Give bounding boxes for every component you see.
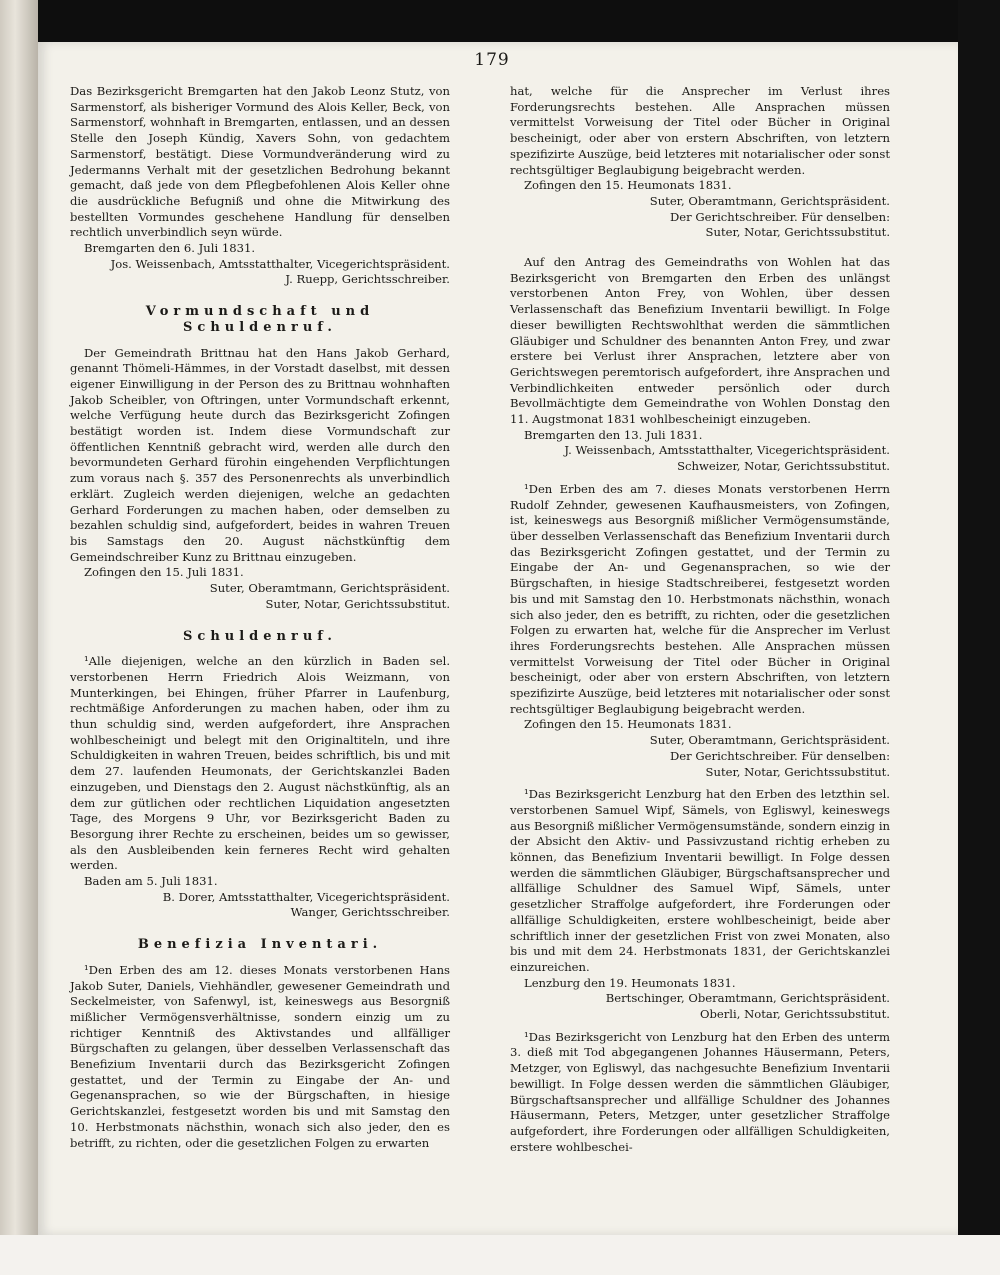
notice-place-date: Bremgarten den 6. Juli 1831. <box>84 241 256 256</box>
notice-text: Der Gemeindrath Brittnau hat den Hans Jakob Gerhard, genannt Thömeli-Hämmes, in der Vorstadt daselbst, mit dessen eigener Einwilligung in der Person des zu Brittnau wohnhaften Jakob Scheibler, von Oftringen, unter Vormundschaft erkennt, welche Verfügung heute durch das Bezirksgericht Zofingen bestätigt worden ist. Indem diese Vormundschaft zur öffentlichen Kenntniß gebracht wird, werden alle durch den bevormundeten Gerhard fürohin eingehenden Verpflichtungen zum voraus nach §. 357 des Personenrechts als unverbindlich erklärt. Zugleich werden diejenigen, welche an gedachten Gerhard Forderungen zu machen haben, oder demselben zu bezahlen schuldig sind, aufgefordert, beides in wahren Treuen bis Samstags den 20. August nächstkünftig dem Gemeindschreiber Kunz zu Brittnau einzugeben. <box>70 345 450 564</box>
notice-place-date: Baden am 5. Juli 1831. <box>84 874 218 889</box>
notice-place-date: Zofingen den 15. Heumonats 1831. <box>524 717 732 732</box>
notice-signature: Der Gerichtschreiber. Für denselben: <box>670 209 890 224</box>
notice-signature: Suter, Notar, Gerichtssubstitut. <box>705 764 890 779</box>
section-heading: Benefizia Inventari. <box>137 937 383 953</box>
notice-signature: Der Gerichtschreiber. Für denselben: <box>670 748 890 763</box>
spacer <box>510 780 890 787</box>
notice-signature: Suter, Oberamtmann, Gerichtspräsident. <box>649 193 890 208</box>
notice-signature: Jos. Weissenbach, Amtsstatthalter, Vicegerichtspräsident. <box>110 256 450 271</box>
notice-signature: J. Weissenbach, Amtsstatthalter, Vicegerichtspräsident. <box>564 443 890 458</box>
notice-place-date: Lenzburg den 19. Heumonats 1831. <box>524 975 736 990</box>
right-column <box>510 84 890 1155</box>
notice-signature: Wanger, Gerichtsschreiber. <box>290 905 450 920</box>
left-column <box>70 84 450 1151</box>
notice-text: Auf den Antrag des Gemeindraths von Wohlen hat das Bezirksgericht von Bremgarten den Erben des unlängst verstorbenen Anton Frey, von Wohlen, über dessen Verlassenschaft das Benefizium Inventarii bewilligt. In Folge dieser bewilligten Rechtswohlthat werden die sämmtlichen Gläubiger und Schuldner des benannten Anton Frey, und zwar erstere bei Verlust ihrer Ansprachen, letztere aber von Gerichtswegen peremtorisch aufgefordert, ihre Ansprachen und Verbindlichkeiten entweder persönlich oder durch Bevollmächtigte dem Gemeindrathe von Wohlen Donstag den 11. Augstmonat 1831 wohlbescheinigt einzugeben. <box>510 255 890 427</box>
notice-text: ¹Das Bezirksgericht Lenzburg hat den Erben des letzthin sel. verstorbenen Samuel Wipf, Sämels, von Egliswyl, keineswegs aus Besorgniß mißlicher Vermögensumstände, sondern einzig in der Absicht den Aktiv- und Passivzustand richtig erheben zu können, das Benefizium Inventarii bewilligt. In Folge dessen werden die sämmtlichen Gläubiger, Bürgschaftsansprecher und allfällige Schuldner des Samuel Wipf, Sämels, unter gesetzlicher Straffolge aufgefordert, ihre Forderungen oder allfällige Schuldigkeiten, erstere wohlbescheinigt, beide aber schriftlich inner der gesetzlichen Frist von zwei Monaten, also bis und mit dem 24. Herbstmonats 1831, der Gerichtskanzlei einzureichen. <box>510 787 890 974</box>
notice-place-date: Zofingen den 15. Heumonats 1831. <box>524 178 732 193</box>
notice-place-date: Bremgarten den 13. Juli 1831. <box>524 427 703 442</box>
notice-signature: Suter, Notar, Gerichtssubstitut. <box>705 225 890 240</box>
notice-signature: B. Dorer, Amtsstatthalter, Vicegerichtspräsident. <box>162 889 450 904</box>
notice-signature: Suter, Notar, Gerichtssubstitut. <box>265 596 450 611</box>
notice-text: ¹Den Erben des am 7. dieses Monats verstorbenen Herrn Rudolf Zehnder, gewesenen Kaufhausmeisters, von Zofingen, ist, keineswegs aus Besorgniß mißlicher Vermögensumstände, über desselben Verlassenschaft das Benefizium Inventarii durch das Bezirksgericht Zofingen gestattet, und der Termin zu Eingabe der An- und Gegenansprachen, so wie der Bürgschaften, in hiesige Stadtschreiberei, festgesetzt worden bis und mit Samstag den 10. Herbstmonats nächsthin, wonach sich also jeder, den es betrifft, zu richten, oder die gesetzlichen Folgen zu erwarten hat, welche für die Ansprecher im Verlust ihres Forderungsrechts bestehen. Alle Ansprachen müssen vermittelst Vorweisung der Titel oder Bücher in Original bescheinigt, oder aber von erstern Abschriften, von letztern spezifizirte Auszüge, beid letzteres mit notarialischer oder sonst rechtsgültiger Beglaubigung beigebracht werden. <box>510 481 890 716</box>
notice-place-date: Zofingen den 15. Juli 1831. <box>84 565 244 580</box>
spacer <box>510 241 890 255</box>
book-gutter <box>0 0 38 1275</box>
section-heading: Vormundschaft und Schuldenruf. <box>145 304 375 335</box>
notice-signature: J. Ruepp, Gerichtsschreiber. <box>285 272 450 287</box>
spacer <box>510 1023 890 1030</box>
notice-signature: Bertschinger, Oberamtmann, Gerichtspräsident. <box>605 991 890 1006</box>
notice-signature: Oberli, Notar, Gerichtssubstitut. <box>699 1007 890 1022</box>
notice-text: hat, welche für die Ansprecher im Verlust ihres Forderungsrechts bestehen. Alle Ansprachen müssen vermittelst Vorweisung der Titel oder Bücher in Original bescheinigt, oder aber von erstern Abschriften, von letztern spezifizirte Auszüge, beid letzteres mit notarialischer oder sonst rechtsgültiger Beglaubigung beigebracht werden. <box>510 84 890 177</box>
scanner-bottom-edge <box>0 1235 1000 1275</box>
notice-text: ¹Den Erben des am 12. dieses Monats verstorbenen Hans Jakob Suter, Daniels, Viehhändler, gewesener Gemeindrath und Seckelmeister, von Safenwyl, ist, keineswegs aus Besorgniß mißlicher Vermögensverhältnisse, sondern einzig um zu richtiger Kenntniß des Aktivstandes und allfälliger Bürgschaften zu gelangen, über desselben Verlassenschaft das Benefizium Inventarii durch das Bezirksgericht Zofingen gestattet, und der Termin zu Eingabe der An- und Gegenansprachen, so wie der Bürgschaften, in hiesige Gerichtskanzlei, festgesetzt worden bis und mit Samstag den 10. Herbstmonats nächsthin, wonach sich also jeder, den es betrifft, zu richten, oder die gesetzlichen Folgen zu erwarten <box>70 962 450 1150</box>
scanner-top-edge <box>0 0 1000 42</box>
page-number: 179 <box>474 50 510 70</box>
notice-text: ¹Alle diejenigen, welche an den kürzlich in Baden sel. verstorbenen Herrn Friedrich Alois Weizmann, von Munterkingen, bei Ehingen, früher Pfarrer in Laufenburg, rechtmäßige Anforderungen zu machen haben, oder ihm zu thun schuldig sind, werden aufgefordert, ihre Ansprachen wohlbescheinigt und belegt mit den Originaltiteln, und ihre Schuldigkeiten in wahren Treuen, beides schriftlich, bis und mit dem 27. laufenden Heumonats, der Gerichtskanzlei Baden einzugeben, und Dienstags den 2. August nächstkünftig, als an dem zur gütlichen oder rechtlichen Liquidation angesetzten Tage, des Morgens 9 Uhr, vor Bezirksgericht Baden zu Besorgung ihrer Rechte zu erscheinen, beides um so gewisser, als den Ausbleibenden kein ferneres Recht wird gehalten werden. <box>70 654 450 873</box>
notice-text: Das Bezirksgericht Bremgarten hat den Jakob Leonz Stutz, von Sarmenstorf, als bisheriger Vormund des Alois Keller, Beck, von Sarmenstorf, wohnhaft in Bremgarten, entlassen, und an dessen Stelle den Joseph Kündig, Xavers Sohn, von gedachtem Sarmenstorf, bestätigt. Diese Vormundveränderung wird zu Jedermanns Verhalt mit der gesetzlichen Bedrohung bekannt gemacht, daß jede von dem Pflegbefohlenen Alois Keller ohne die ausdrückliche Befugniß und ohne die Mitwirkung des bestellten Vormundes geschehene Handlung für denselben rechtlich unverbindlich seyn würde. <box>70 84 450 240</box>
section-heading: Schuldenruf. <box>183 628 337 644</box>
notice-text: ¹Das Bezirksgericht von Lenzburg hat den Erben des unterm 3. dieß mit Tod abgegangenen Johannes Häusermann, Peters, Metzger, von Egliswyl, das nachgesuchte Benefizium Inventarii bewilligt. In Folge dessen werden die sämmtlichen Gläubiger, Bürgschaftsansprecher und allfällige Schuldner des Johannes Häusermann, Peters, Metzger, unter gesetzlicher Straffolge aufgefordert, ihre Forderungen oder allfälligen Schuldigkeiten, erstere wohlbeschei- <box>510 1029 890 1154</box>
spacer <box>510 475 890 482</box>
scanner-right-edge <box>958 0 1000 1275</box>
notice-signature: Suter, Oberamtmann, Gerichtspräsident. <box>209 581 450 596</box>
notice-signature: Suter, Oberamtmann, Gerichtspräsident. <box>649 733 890 748</box>
notice-signature: Schweizer, Notar, Gerichtssubstitut. <box>677 459 890 474</box>
